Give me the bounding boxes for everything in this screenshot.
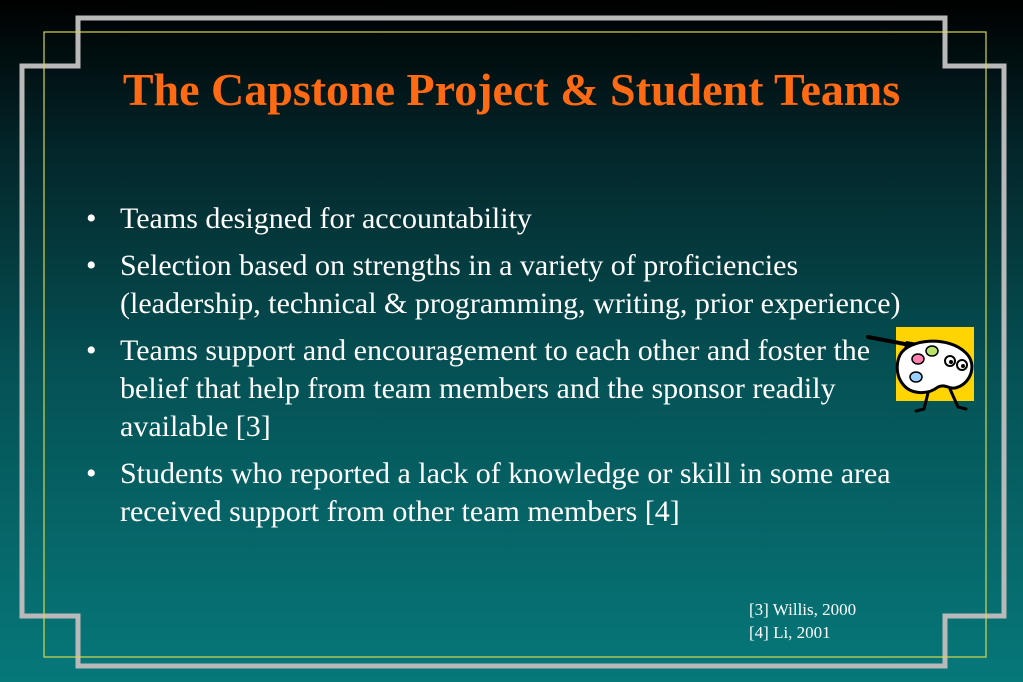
bullet-text: Students who reported a lack of knowledge or skill in some area received support from other team members [4]	[120, 457, 891, 528]
bullet-marker: •	[86, 334, 97, 367]
bullet-text: Selection based on strengths in a variety of proficiencies (leadership, technical & programming, writing, prior experience)	[120, 249, 901, 320]
references	[749, 598, 856, 644]
painter-palette-icon	[866, 325, 978, 417]
bullet-item	[86, 332, 946, 446]
bullet-marker: •	[86, 202, 97, 235]
bullet-marker: •	[86, 457, 97, 490]
bullet-item	[86, 455, 946, 531]
reference-item: [4] Li, 2001	[749, 623, 831, 642]
bullet-marker: •	[86, 249, 97, 282]
bullet-item	[86, 200, 946, 238]
bullet-text: Teams support and encouragement to each other and foster the belief that help from team members and the sponsor readily available [3]	[120, 334, 871, 443]
bullet-list	[86, 200, 946, 540]
bullet-item	[86, 247, 946, 323]
reference-item: [3] Willis, 2000	[749, 600, 857, 619]
bullet-text: Teams designed for accountability	[120, 202, 532, 235]
slide-title: The Capstone Project & Student Teams	[122, 64, 901, 115]
